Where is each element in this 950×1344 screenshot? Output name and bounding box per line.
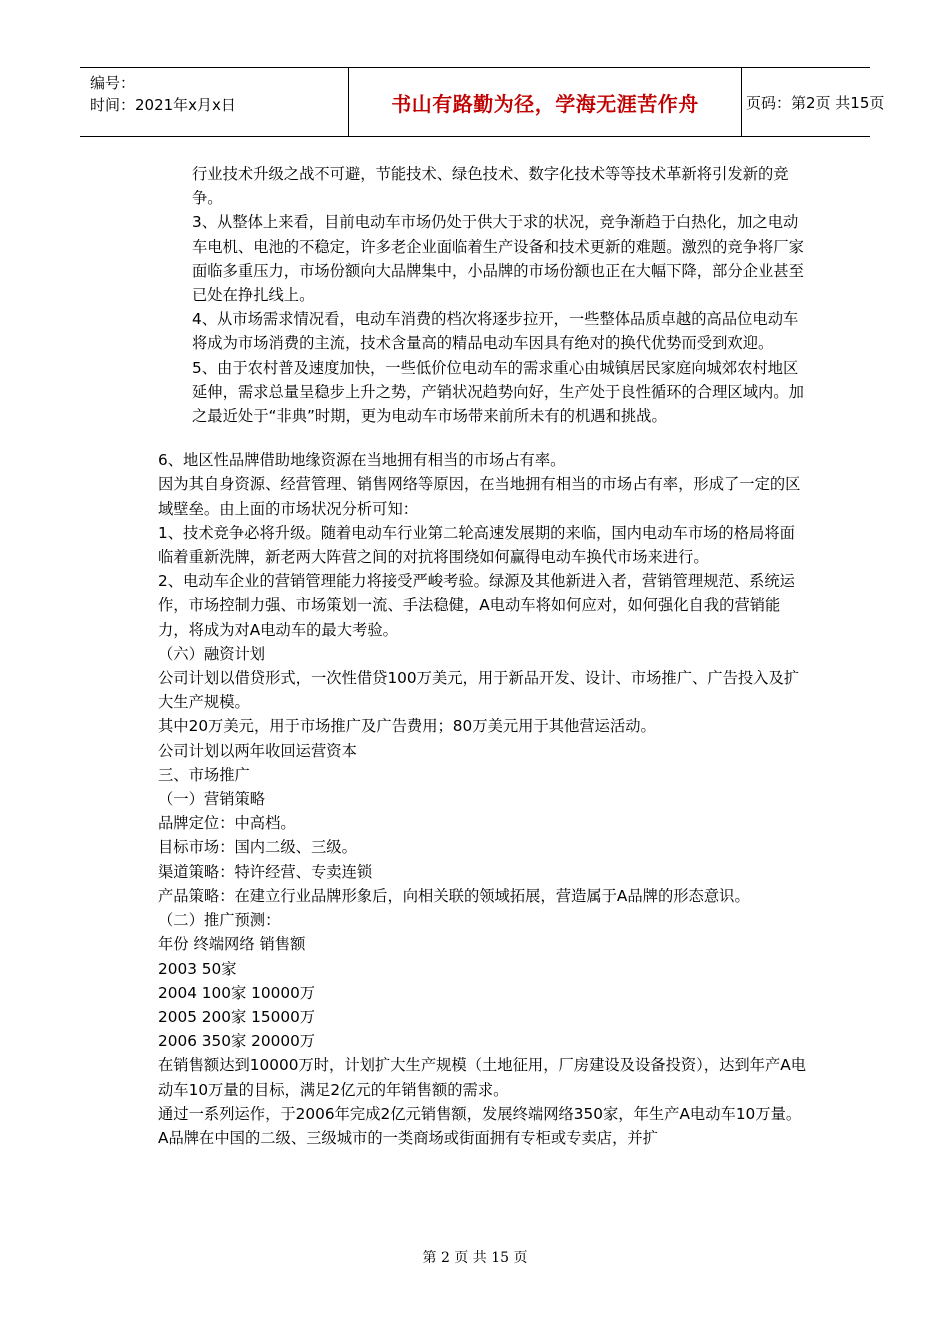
forecast-row: 2003 50家 <box>158 959 237 978</box>
header-meta <box>80 68 280 136</box>
page-header <box>80 67 885 137</box>
forecast-header-row: 年份 终端网络 销售额 <box>158 935 306 954</box>
paragraph: 行业技术升级之战不可避，节能技术、绿色技术、数字化技术等等技术革新将引发新的竞争。 <box>192 165 789 208</box>
forecast-row: 2005 200家 15000万 <box>158 1007 316 1026</box>
header-page-info: 页码：第2页 共15页 <box>746 93 885 112</box>
paragraph: 公司计划以两年收回运营资本 <box>158 741 357 760</box>
paragraph: 公司计划以借贷形式，一次性借贷100万美元，用于新品开发、设计、市场推广、广告投入及扩大生产规模。 <box>158 669 800 712</box>
paragraph: 4、从市场需求情况看，电动车消费的档次将逐步拉开，一些整体品质卓越的高品位电动车将成为市场消费的主流，技术含量高的精品电动车因具有绝对的换代优势而受到欢迎。 <box>192 310 799 353</box>
document-body <box>158 162 808 1150</box>
section-heading: 三、市场推广 <box>158 765 250 784</box>
paragraph: 其中20万美元，用于市场推广及广告费用；80万美元用于其他营运活动。 <box>158 717 656 736</box>
paragraph: 5、由于农村普及速度加快，一些低价位电动车的需求重心由城镇居民家庭向城郊农村地区延伸，需求总量呈稳步上升之势，产销状况趋势向好，生产处于良性循环的合理区域内。加之最近处于“非典”时期，更为电动车市场带来前所未有的机遇和挑战。 <box>192 358 804 426</box>
section-heading: （一）营销策略 <box>158 790 266 809</box>
paragraph-gap <box>158 428 808 448</box>
paragraph: 通过一系列运作，于2006年完成2亿元销售额，发展终端网络350家，年生产A电动车10万量。A品牌在中国的二级、三级城市的一类商场或街面拥有专柜或专卖店，并扩 <box>158 1104 802 1147</box>
paragraph: 品牌定位：中高档。 <box>158 814 296 833</box>
header-motto: 书山有路勤为径，学海无涯苦作舟 <box>348 68 742 136</box>
forecast-row: 2006 350家 20000万 <box>158 1032 316 1051</box>
paragraph: 渠道策略：特许经营、专卖连锁 <box>158 862 373 881</box>
section-heading: （六）融资计划 <box>158 644 266 663</box>
paragraph: 6、地区性品牌借助地缘资源在当地拥有相当的市场占有率。 <box>158 451 566 470</box>
header-number-label: 编号： <box>90 74 136 92</box>
forecast-row: 2004 100家 10000万 <box>158 983 316 1002</box>
paragraph: 因为其自身资源、经营管理、销售网络等原因，在当地拥有相当的市场占有率，形成了一定的区域壁垒。由上面的市场状况分析可知： <box>158 475 801 518</box>
page-footer: 第 2 页 共 15 页 <box>422 1250 528 1266</box>
paragraph: 2、电动车企业的营销管理能力将接受严峻考验。绿源及其他新进入者，营销管理规范、系统运作，市场控制力强、市场策划一流、手法稳健，A电动车将如何应对，如何强化自我的营销能力，将成为对A电动车的最大考验。 <box>158 572 795 639</box>
paragraph: 目标市场：国内二级、三级。 <box>158 838 357 857</box>
paragraph: 产品策略：在建立行业品牌形象后，向相关联的领域拓展，营造属于A品牌的形态意识。 <box>158 886 750 905</box>
paragraph: 在销售额达到10000万时，计划扩大生产规模（土地征用，厂房建设及设备投资），达到年产A电动车10万量的目标，满足2亿元的年销售额的需求。 <box>158 1056 807 1099</box>
section-heading: （二）推广预测： <box>158 911 281 930</box>
header-time-label: 时间：2021年x月x日 <box>90 96 236 114</box>
paragraph: 1、技术竞争必将升级。随着电动车行业第二轮高速发展期的来临，国内电动车市场的格局将面临着重新洗牌，新老两大阵营之间的对抗将围绕如何赢得电动车换代市场来进行。 <box>158 523 795 567</box>
paragraph: 3、从整体上来看，目前电动车市场仍处于供大于求的状况，竞争渐趋于白热化，加之电动车电机、电池的不稳定，许多老企业面临着生产设备和技术更新的难题。激烈的竞争将厂家面临多重压力，市场份额向大品牌集中，小品牌的市场份额也正在大幅下降，部分企业甚至已处在挣扎线上。 <box>192 213 804 305</box>
